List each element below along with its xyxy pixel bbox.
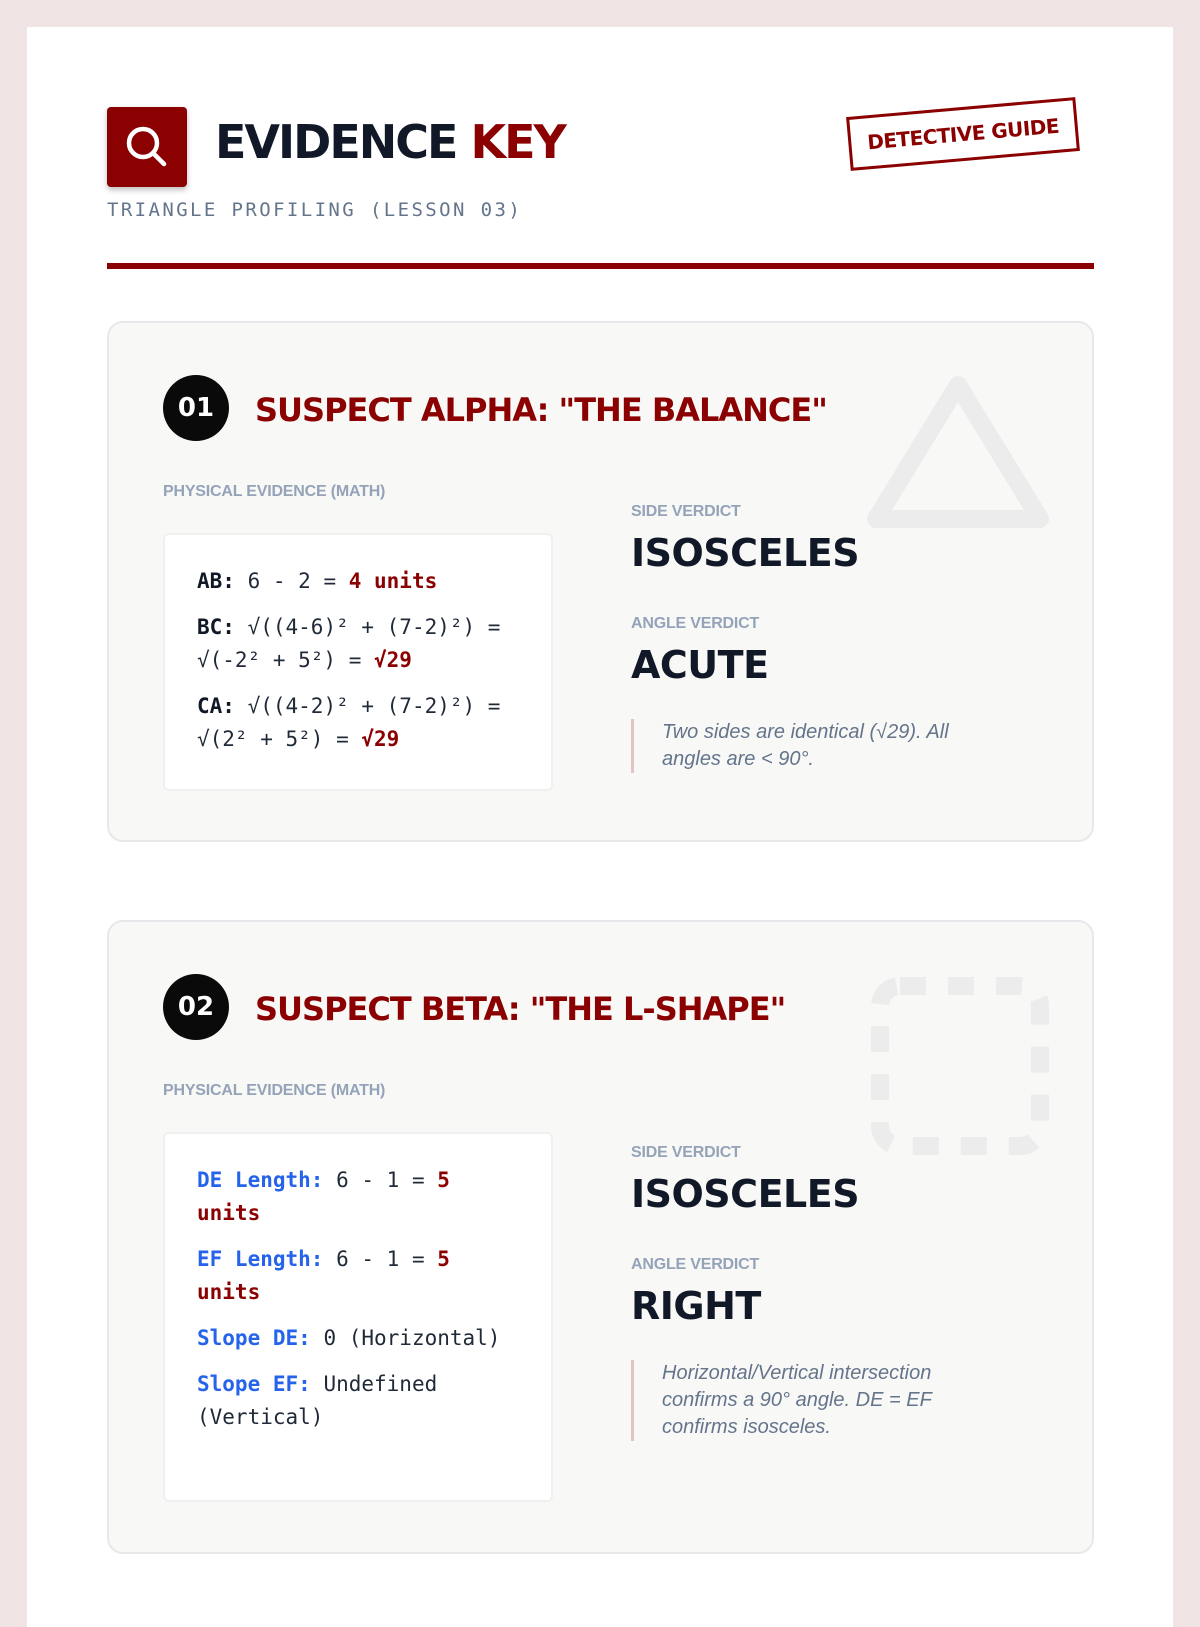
triangle-icon	[858, 367, 1058, 547]
verdict-note: Two sides are identical (√29). All angles are < 90°.	[631, 719, 991, 773]
math-evidence-box	[163, 1132, 553, 1502]
dashed-square-icon	[858, 966, 1058, 1156]
evidence-label: PHYSICAL EVIDENCE (MATH)	[163, 483, 386, 500]
header-divider	[107, 263, 1094, 269]
side-verdict: ISOSCELES	[631, 1172, 860, 1216]
math-line-de: DE Length: 6 - 1 = 5 units	[197, 1168, 450, 1225]
angle-verdict: RIGHT	[631, 1284, 761, 1328]
math-line-bc: BC: √((4-6)² + (7-2)²) = √(-2² + 5²) = √29	[197, 615, 501, 672]
math-line-ef: EF Length: 6 - 1 = 5 units	[197, 1247, 450, 1304]
suspect-card-beta	[107, 920, 1094, 1554]
detective-guide-stamp: DETECTIVE GUIDE	[846, 97, 1080, 171]
angle-verdict-label: ANGLE VERDICT	[631, 1256, 760, 1273]
worksheet	[27, 27, 1173, 1627]
math-line-ab: AB: 6 - 2 = 4 units	[197, 569, 438, 593]
card-number-badge: 02	[163, 974, 229, 1040]
math-line-slope-ef: Slope EF: Undefined (Vertical)	[197, 1372, 438, 1429]
card-title: SUSPECT BETA: "THE L-SHAPE"	[255, 990, 786, 1028]
side-verdict: ISOSCELES	[631, 531, 860, 575]
logo-badge	[107, 107, 187, 187]
suspect-card-alpha	[107, 321, 1094, 842]
card-title: SUSPECT ALPHA: "THE BALANCE"	[255, 391, 827, 429]
page-title	[215, 115, 565, 169]
angle-verdict: ACUTE	[631, 643, 769, 687]
page-subtitle: TRIANGLE PROFILING (LESSON 03)	[107, 199, 523, 221]
evidence-label: PHYSICAL EVIDENCE (MATH)	[163, 1082, 386, 1099]
title-main: EVIDENCE	[215, 115, 457, 169]
math-line-slope-de: Slope DE: 0 (Horizontal)	[197, 1326, 501, 1350]
verdict-note: Horizontal/Vertical intersection confirms a 90° angle. DE = EF confirms isosceles.	[631, 1360, 961, 1441]
magnifier-icon	[122, 122, 172, 172]
side-verdict-label: SIDE VERDICT	[631, 1144, 741, 1161]
math-evidence-box	[163, 533, 553, 791]
title-accent: KEY	[470, 115, 565, 169]
card-number-badge: 01	[163, 375, 229, 441]
math-line-ca: CA: √((4-2)² + (7-2)²) = √(2² + 5²) = √29	[197, 694, 501, 751]
angle-verdict-label: ANGLE VERDICT	[631, 615, 760, 632]
side-verdict-label: SIDE VERDICT	[631, 503, 741, 520]
